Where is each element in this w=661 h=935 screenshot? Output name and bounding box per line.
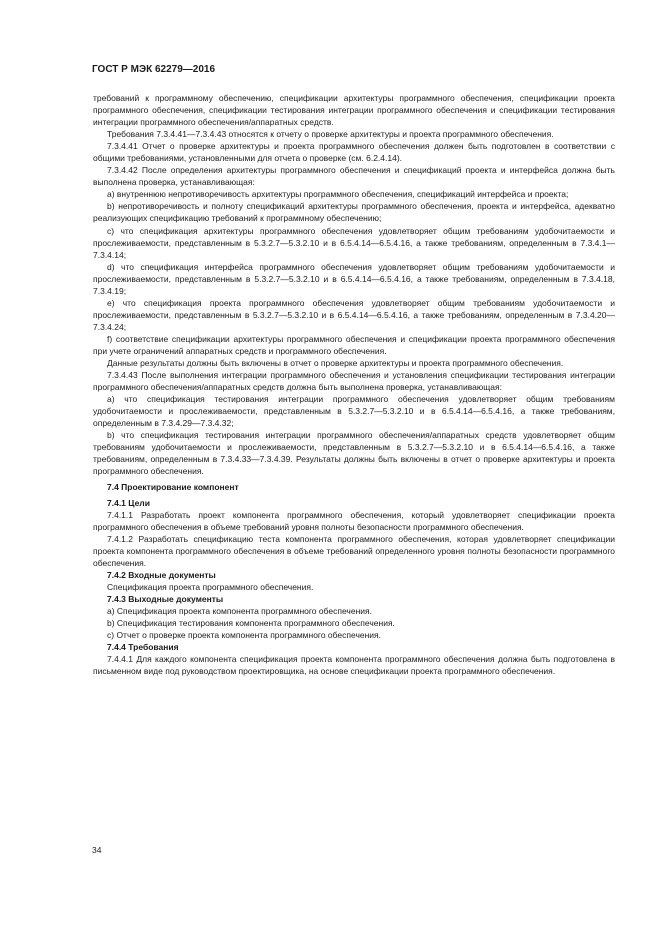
list-item: a) внутреннюю непротиворечивость архитектуры программного обеспечения, спецификаций интерфейса и проекта;: [107, 189, 569, 200]
paragraph: Требования 7.3.4.41—7.3.4.43 относятся к отчету о проверке архитектуры и проекта программного обеспечения.: [107, 129, 554, 140]
list-item: d) что спецификация интерфейса программного обеспечения удовлетворяет общим требованиям удобочитаемости и прослеживаемости, представленным в 5.3.2.7—5.3.2.10 и в 6.5.4.14—6.5.4.16, а также требованиям, определенным в 7.3.4.18, 7.3.4.19;: [93, 261, 615, 296]
list-item: b) что спецификация тестирования интеграции программного обеспечения/аппаратных средств удовлетворяет общим требованиям удобочитаемости и прослеживаемости, представленным в 5.3.2.7—5.3.2.10 и в 6.5.4.14—6.5.4.16, а также требованиям, определенным в 7.3.4.33—7.3.4.39. Результаты должны быть включены в отчет о проверке архитектуры и проекта программного обеспечения.: [93, 430, 615, 477]
page-number: 34: [92, 845, 102, 855]
subsection-heading: 7.4.1 Цели: [107, 497, 150, 508]
list-item: e) что спецификация проекта программного обеспечения удовлетворяет общим требованиям удобочитаемости и прослеживаемости, представленным в 5.3.2.7—5.3.2.10 и в 6.5.4.14—6.5.4.16, а также требованиям, определенным в 7.3.4.20—7.3.4.24;: [93, 297, 615, 332]
list-item: a) Спецификация проекта компонента программного обеспечения.: [107, 605, 372, 616]
subsection-heading: 7.4.4 Требования: [107, 642, 179, 653]
paragraph: требований к программному обеспечению, спецификации архитектуры программного обеспечения, спецификации проекта программного обеспечения, спецификации тестирования интеграции программного обеспечения и спецификации тестирования интеграции программного обеспечения/аппаратных средств.: [93, 93, 615, 128]
subsection-heading: 7.4.2 Входные документы: [107, 569, 216, 580]
document-body: [93, 92, 615, 677]
paragraph: 7.3.4.42 После определения архитектуры программного обеспечения и спецификаций проекта и интерфейса должна быть выполнена проверка, устанавливающая:: [93, 165, 615, 188]
paragraph: 7.3.4.41 Отчет о проверке архитектуры и проекта программного обеспечения должен быть подготовлен в соответствии с общими требованиями, установленными для отчета о проверке (см. 6.2.4.14).: [93, 141, 615, 164]
paragraph: 7.4.1.2 Разработать спецификацию теста компонента программного обеспечения, которая удовлетворяет спецификации проекта компонента программного обеспечения в объеме требований определенного уровня полноты безопасности программного обеспечения.: [93, 533, 615, 568]
list-item: b) непротиворечивость и полноту спецификаций архитектуры программного обеспечения, проекта и интерфейса, адекватно реализующих спецификацию требований к программному обеспечению;: [93, 201, 615, 224]
list-item: f) соответствие спецификации архитектуры программного обеспечения и спецификации проекта программного обеспечения при учете ограничений аппаратных средств и программного обеспечения.: [93, 333, 615, 356]
paragraph: Спецификация проекта программного обеспечения.: [107, 581, 314, 592]
list-item: c) Отчет о проверке проекта компонента программного обеспечения.: [107, 630, 382, 641]
list-item: b) Спецификация тестирования компонента программного обеспечения.: [107, 618, 395, 629]
section-heading: 7.4 Проектирование компонент: [107, 481, 239, 492]
paragraph: 7.4.1.1 Разработать проект компонента программного обеспечения, который удовлетворяет спецификации проекта программного обеспечения в объеме требований уровня полноты безопасности программного обеспечения.: [93, 509, 615, 532]
document-header: ГОСТ Р МЭК 62279—2016: [92, 64, 216, 75]
paragraph: Данные результаты должны быть включены в отчет о проверке архитектуры и проекта программного обеспечения.: [107, 358, 564, 369]
paragraph: 7.3.4.43 После выполнения интеграции программного обеспечения и установления спецификации тестирования интеграции программного обеспечения/аппаратных средств должна быть выполнена проверка, устанавливающая:: [93, 370, 615, 393]
subsection-heading: 7.4.3 Выходные документы: [107, 593, 224, 604]
paragraph: 7.4.4.1 Для каждого компонента спецификация проекта компонента программного обеспечения должна быть подготовлена в письменном виде под руководством проектировщика, на основе спецификации проекта программного обеспечения.: [93, 654, 615, 677]
list-item: a) что спецификация тестирования интеграции программного обеспечения удовлетворяет общим требованиям удобочитаемости и прослеживаемости, представленным в 5.3.2.7—5.3.2.10 и в 6.5.4.14—6.5.4.16, а также требованиям, определенным в 7.3.4.29—7.3.4.32;: [93, 394, 615, 429]
list-item: c) что спецификация архитектуры программного обеспечения удовлетворяет общим требованиям удобочитаемости и прослеживаемости, представленным в 5.3.2.7—5.3.2.10 и в 6.5.4.14—6.5.4.16, а также требованиям, определенным в 7.3.4.1—7.3.4.14;: [93, 225, 615, 260]
